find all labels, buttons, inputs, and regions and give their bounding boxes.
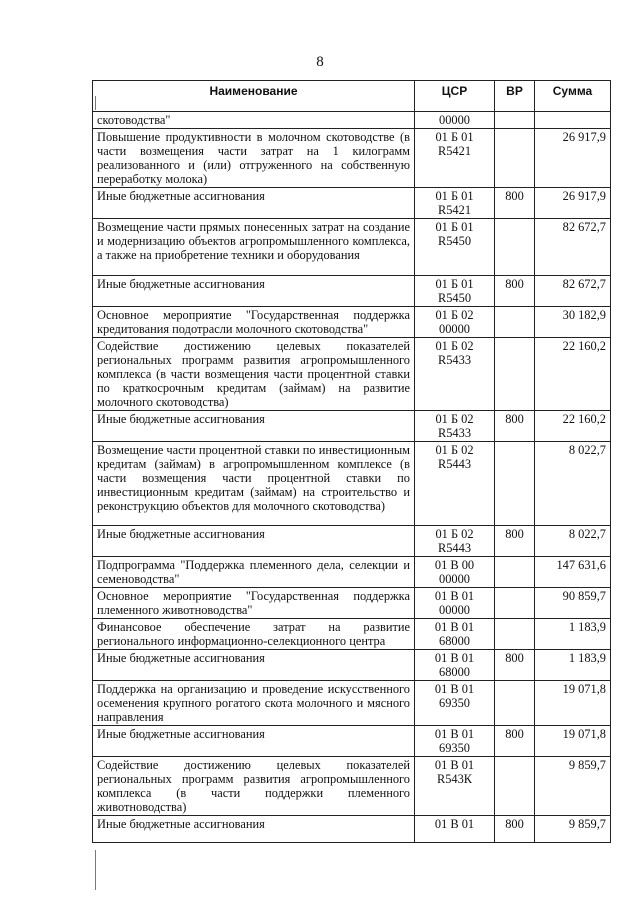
margin-mark [95,850,96,890]
row-name: Иные бюджетные ассигнования [93,276,415,307]
row-name: Иные бюджетные ассигнования [93,726,415,757]
row-name: Иные бюджетные ассигнования [93,411,415,442]
row-sum: 8 022,7 [535,526,611,557]
row-csr: 00000 [415,112,495,129]
row-vr: 800 [495,816,535,843]
row-sum: 8 022,7 [535,442,611,526]
table-row [93,557,611,588]
row-csr: 01 В 01 68000 [415,619,495,650]
header-csr: ЦСР [415,81,495,112]
row-vr [495,557,535,588]
row-sum: 19 071,8 [535,726,611,757]
margin-mark [95,96,96,110]
table-header-row [93,81,611,112]
row-name: Иные бюджетные ассигнования [93,526,415,557]
row-csr: 01 В 01 00000 [415,588,495,619]
table-row [93,112,611,129]
row-vr [495,338,535,411]
row-csr: 01 Б 01 R5450 [415,219,495,276]
row-name: Финансовое обеспечение затрат на развитие регионального информационно-селекционного центра [93,619,415,650]
table-row [93,816,611,843]
budget-table [92,80,611,843]
row-csr: 01 Б 02 R5433 [415,411,495,442]
header-name: Наименование [93,81,415,112]
table-row [93,307,611,338]
row-csr: 01 В 01 69350 [415,726,495,757]
row-vr: 800 [495,526,535,557]
row-name: Возмещение части прямых понесенных затрат на создание и модернизацию объектов агропромышленного комплекса, а также на приобретение техники и оборудования [93,219,415,276]
row-csr: 01 Б 02 R5443 [415,526,495,557]
row-csr: 01 В 01 R543К [415,757,495,816]
row-vr [495,619,535,650]
row-csr: 01 В 00 00000 [415,557,495,588]
row-name: Иные бюджетные ассигнования [93,650,415,681]
header-sum: Сумма [535,81,611,112]
row-sum: 82 672,7 [535,219,611,276]
table-row [93,129,611,188]
row-csr: 01 Б 01 R5421 [415,188,495,219]
table-row [93,619,611,650]
row-sum: 30 182,9 [535,307,611,338]
row-name: скотоводства" [93,112,415,129]
row-sum: 147 631,6 [535,557,611,588]
row-name: Иные бюджетные ассигнования [93,188,415,219]
row-sum: 26 917,9 [535,188,611,219]
row-vr: 800 [495,726,535,757]
row-name: Возмещение части процентной ставки по инвестиционным кредитам (займам) в агропромышленном комплексе (в части возмещения части процентной ставки по инвестиционным кредитам (займам) на строительство и реконструкцию объектов для молочного скотоводства) [93,442,415,526]
table-row [93,219,611,276]
row-vr [495,112,535,129]
table-row [93,526,611,557]
row-name: Содействие достижению целевых показателей региональных программ развития агропромышленного комплекса (в части возмещения части процентной ставки по краткосрочным кредитам (займам) на развитие молочного скотоводства) [93,338,415,411]
row-sum: 22 160,2 [535,338,611,411]
row-name: Основное мероприятие "Государственная поддержка кредитования подотрасли молочного скотоводства" [93,307,415,338]
table-row [93,681,611,726]
row-sum [535,112,611,129]
row-sum: 1 183,9 [535,650,611,681]
row-csr: 01 Б 01 R5421 [415,129,495,188]
page-number: 8 [316,54,324,70]
row-csr: 01 В 01 68000 [415,650,495,681]
row-name: Содействие достижению целевых показателей региональных программ развития агропромышленного комплекса (в части поддержки племенного животноводства) [93,757,415,816]
row-vr: 800 [495,276,535,307]
row-csr: 01 Б 01 R5450 [415,276,495,307]
row-csr: 01 Б 02 R5433 [415,338,495,411]
row-sum: 9 859,7 [535,816,611,843]
header-vr: ВР [495,81,535,112]
row-csr: 01 В 01 69350 [415,681,495,726]
row-vr [495,219,535,276]
table-body [93,112,611,843]
row-name: Поддержка на организацию и проведение искусственного осеменения крупного рогатого скота молочного и мясного направления [93,681,415,726]
row-vr [495,129,535,188]
table-row [93,588,611,619]
row-name: Повышение продуктивности в молочном скотоводстве (в части возмещения части затрат на 1 килограмм реализованного и (или) отгруженного на собственную переработку молока) [93,129,415,188]
row-name: Основное мероприятие "Государственная поддержка племенного животноводства" [93,588,415,619]
row-sum: 82 672,7 [535,276,611,307]
row-vr [495,588,535,619]
row-sum: 90 859,7 [535,588,611,619]
table-row [93,726,611,757]
table-row [93,650,611,681]
table-row [93,411,611,442]
row-vr: 800 [495,411,535,442]
table-row [93,188,611,219]
row-sum: 1 183,9 [535,619,611,650]
row-vr [495,307,535,338]
row-vr [495,681,535,726]
row-csr: 01 Б 02 R5443 [415,442,495,526]
row-csr: 01 Б 02 00000 [415,307,495,338]
row-csr: 01 В 01 [415,816,495,843]
row-name: Подпрограмма "Поддержка племенного дела, селекции и семеноводства" [93,557,415,588]
table-row [93,442,611,526]
row-name: Иные бюджетные ассигнования [93,816,415,843]
row-vr: 800 [495,188,535,219]
table-row [93,338,611,411]
table-row [93,276,611,307]
table-row [93,757,611,816]
row-sum: 9 859,7 [535,757,611,816]
row-vr [495,757,535,816]
row-sum: 19 071,8 [535,681,611,726]
row-sum: 22 160,2 [535,411,611,442]
row-vr [495,442,535,526]
row-sum: 26 917,9 [535,129,611,188]
row-vr: 800 [495,650,535,681]
